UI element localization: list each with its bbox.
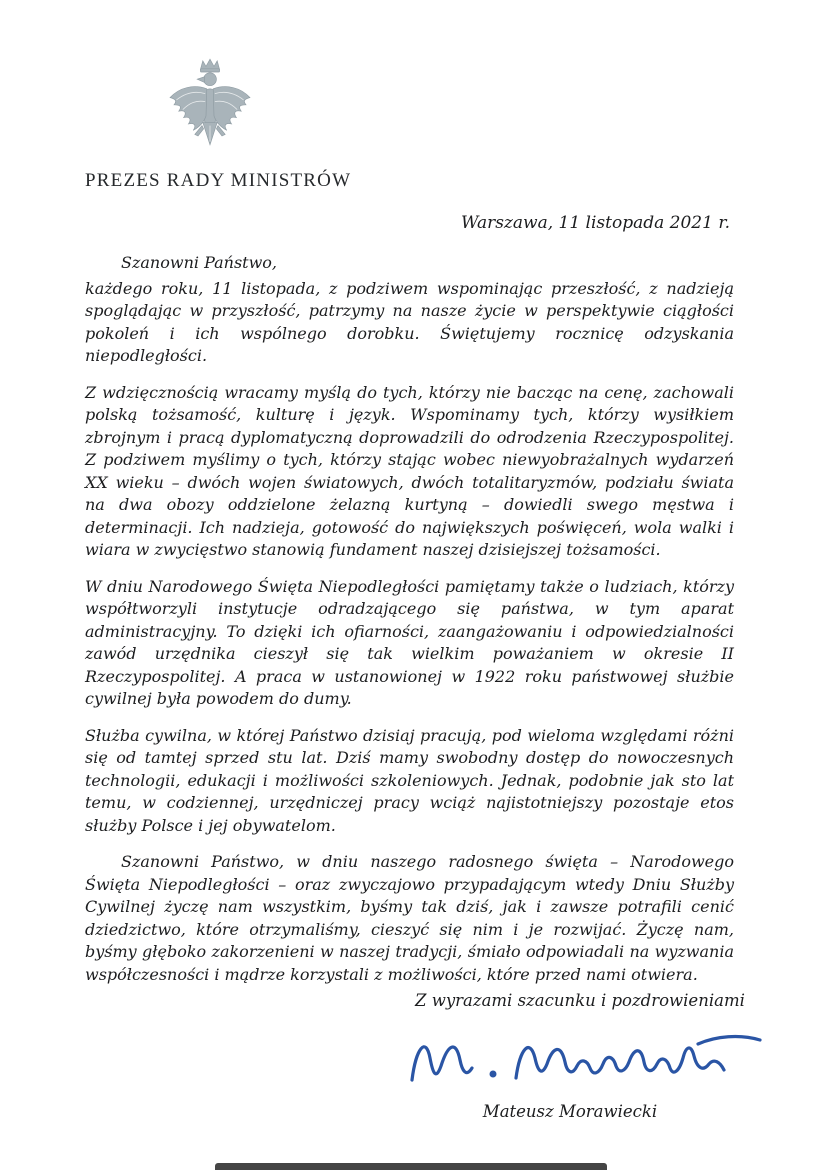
letter-paragraph: każdego roku, 11 listopada, z podziwem wspominając przeszłość, z nadzieją spoglądając w przyszłość, patrzymy na nasze życie w perspektywie ciągłości pokoleń i ich wspólnego dorobku. Świętujemy rocznicę odzyskania niepodległości. bbox=[85, 278, 734, 365]
closing-line: Z wyrazami szacunku i pozdrowieniami bbox=[415, 991, 745, 1010]
salutation: Szanowni Państwo, bbox=[121, 253, 278, 272]
signature-icon bbox=[398, 1018, 778, 1103]
letter-paragraph: Szanowni Państwo, w dniu naszego radosnego święta – Narodowego Święta Niepodległości – oraz zwyczajowo przypadającym wtedy Dniu Służby Cywilnej życzę nam wszystkim, byśmy tak dziś, jak i zawsze potrafili cenić dziedzictwo, które otrzymaliśmy, cieszyć się nim i je rozwijać. Życzę nam, byśmy głęboko zakorzenieni w naszej tradycji, śmiało odpowiadali na wyzwania współczesności i mądrze korzystali z możliwości, które przed nami otwiera. bbox=[85, 852, 734, 984]
letter-paragraph: W dniu Narodowego Święta Niepodległości pamiętamy także o ludziach, którzy współtworzyli instytucje odradzającego się państwa, w tym aparat administracyjny. To dzięki ich ofiarności, zaangażowaniu i odpowiedzialności zawód urzędnika cieszył się tak wielkim poważaniem w okresie II Rzeczypospolitej. A praca w ustanowionej w 1922 roku państwowej służbie cywilnej była powodem do dumy. bbox=[85, 576, 734, 708]
sender-title: PREZES RADY MINISTRÓW bbox=[85, 170, 352, 191]
signatory-name: Mateusz Morawiecki bbox=[482, 1102, 658, 1121]
polish-eagle-icon bbox=[160, 52, 260, 164]
letter-paragraph: Z wdzięcznością wracamy myślą do tych, którzy nie bacząc na cenę, zachowali polską tożsamość, kulturę i język. Wspominamy tych, którzy wysiłkiem zbrojnym i pracą dyplomatyczną doprowadzili do odrodzenia Rzeczypospolitej. Z podziwem myślimy o tych, którzy stając wobec niewyobrażalnych wydarzeń XX wieku – dwóch wojen światowych, dwóch totalitaryzmów, podziału świata na dwa obozy oddzielone żelazną kurtyną – dowiedli swego męstwa i determinacji. Ich nadzieja, gotowość do największych poświęceń, wola walki i wiara w zwycięstwo stanowią fundament naszej dzisiejszej tożsamości. bbox=[85, 382, 734, 559]
letter-paragraph: Służba cywilna, w której Państwo dzisiaj pracują, pod wieloma względami różni się od tamtej sprzed stu lat. Dziś mamy swobodny dostęp do nowoczesnych technologii, edukacji i możliwości szkoleniowych. Jednak, podobnie jak sto lat temu, w codziennej, urzędniczej pracy wciąż najistotniejszy pozostaje etos służby Polsce i jej obywatelom. bbox=[85, 725, 734, 835]
dateline: Warszawa, 11 listopada 2021 r. bbox=[460, 213, 730, 233]
letter-body bbox=[85, 252, 734, 1000]
bottom-bar bbox=[215, 1163, 607, 1170]
